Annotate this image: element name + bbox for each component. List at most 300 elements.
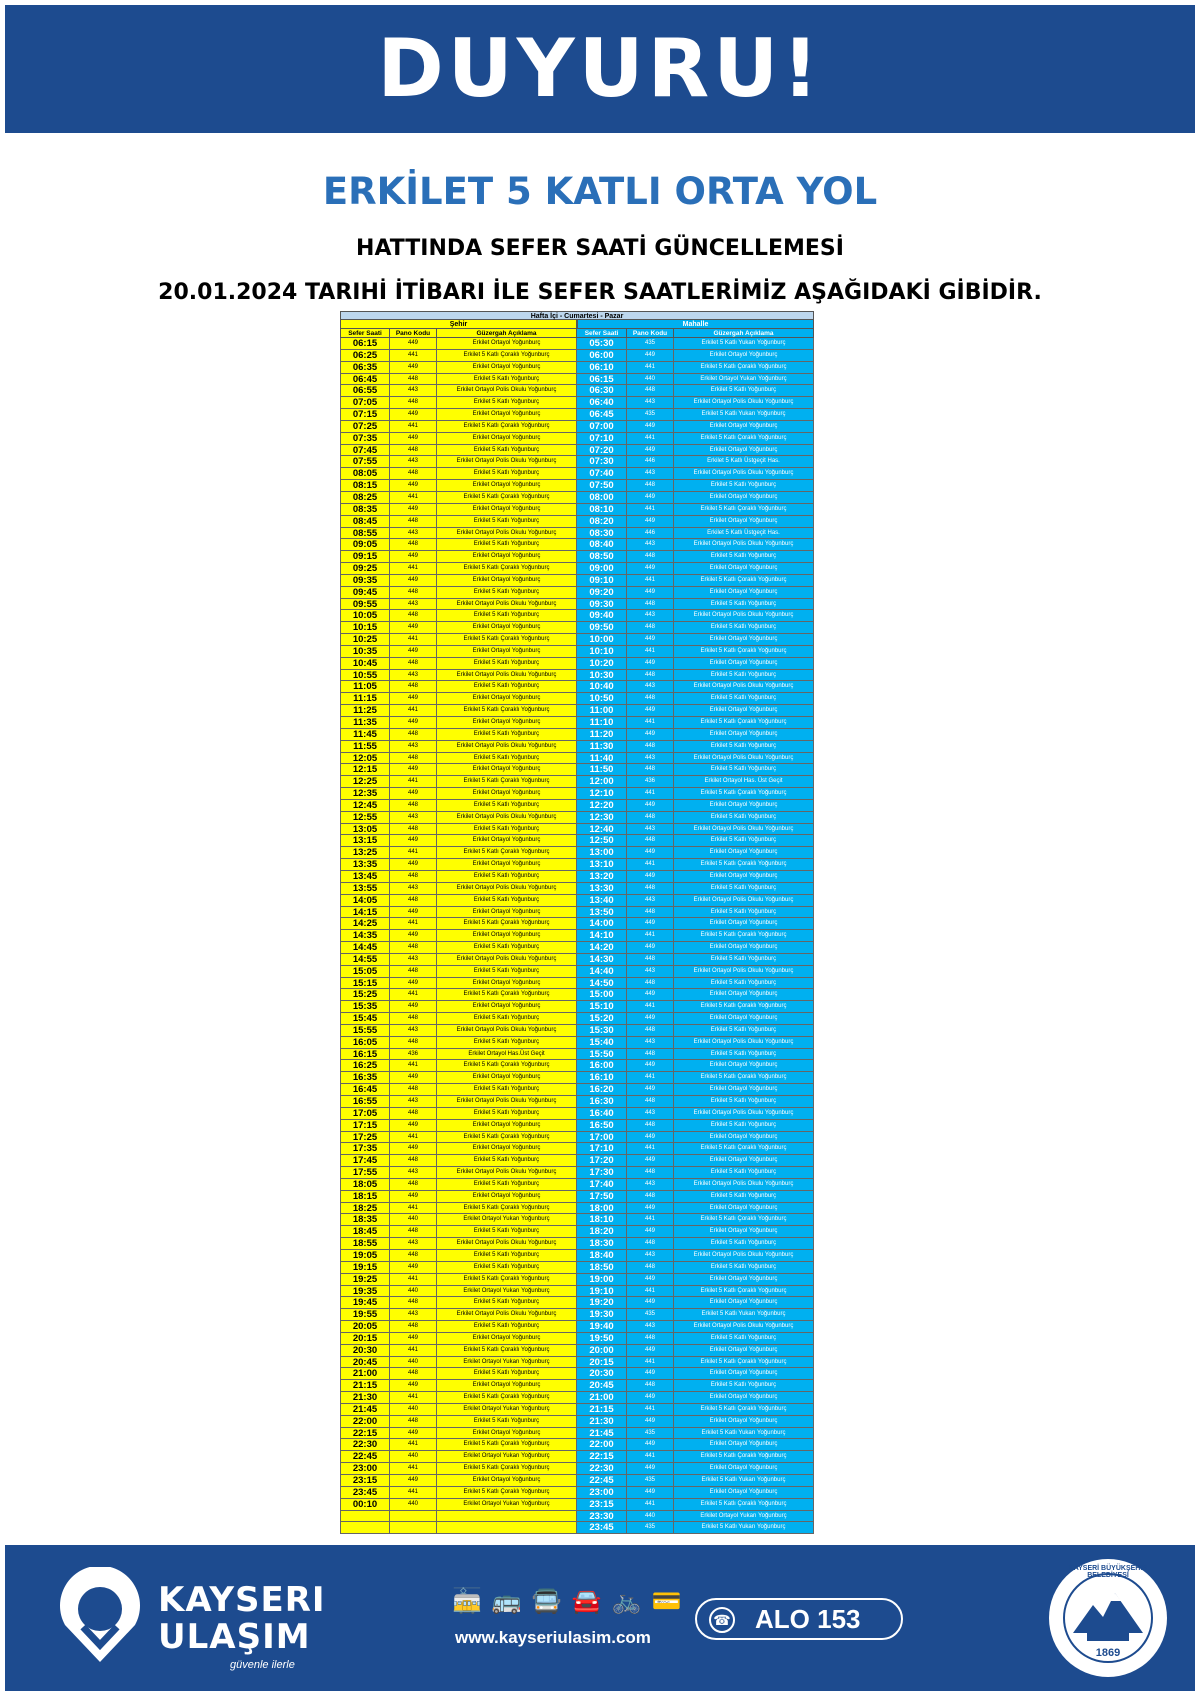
- cell-desc-sehir: Erkilet 5 Katlı Yoğunburç: [437, 468, 577, 480]
- cell-code-sehir: 441: [390, 1345, 437, 1357]
- cell-code-mahalle: 449: [627, 1226, 674, 1238]
- table-row: [340, 1013, 814, 1025]
- cell-time-sehir: 18:25: [340, 1203, 390, 1215]
- table-row: [340, 374, 814, 386]
- cell-desc-mahalle: Erkilet Ortayol Yoğunburç: [674, 563, 814, 575]
- col-header-desc-mahalle: Güzergah Açıklama: [674, 329, 814, 338]
- cell-desc-mahalle: Erkilet 5 Katlı Yukarı Yoğunburç: [674, 338, 814, 350]
- cell-time-sehir: 12:25: [340, 776, 390, 788]
- cell-code-mahalle: 448: [627, 1120, 674, 1132]
- cell-code-mahalle: 449: [627, 918, 674, 930]
- cell-time-sehir: [340, 1511, 390, 1523]
- cell-time-mahalle: 18:40: [577, 1250, 627, 1262]
- cell-time-mahalle: 18:00: [577, 1203, 627, 1215]
- cell-desc-sehir: Erkilet 5 Katlı Yoğunburç: [437, 681, 577, 693]
- cell-desc-sehir: Erkilet Ortayol Yoğunburç: [437, 1072, 577, 1084]
- cell-desc-sehir: Erkilet Ortayol Yoğunburç: [437, 409, 577, 421]
- cell-code-mahalle: 448: [627, 1380, 674, 1392]
- cell-desc-mahalle: Erkilet 5 Katlı Çoraklı Yoğunburç: [674, 859, 814, 871]
- cell-desc-sehir: Erkilet 5 Katlı Yoğunburç: [437, 1013, 577, 1025]
- cell-time-mahalle: 11:00: [577, 705, 627, 717]
- notice-text: 20.01.2024 TARIHİ İTİBARI İLE SEFER SAATLERİMİZ AŞAĞIDAKİ GİBİDİR.: [158, 280, 1042, 305]
- cell-desc-mahalle: Erkilet 5 Katlı Çoraklı Yoğunburç: [674, 1357, 814, 1369]
- cell-desc-mahalle: Erkilet 5 Katlı Çoraklı Yoğunburç: [674, 1214, 814, 1226]
- cell-time-mahalle: 15:40: [577, 1037, 627, 1049]
- cell-code-sehir: 440: [390, 1404, 437, 1416]
- cell-time-mahalle: 07:20: [577, 445, 627, 457]
- cell-desc-mahalle: Erkilet Ortayol Yoğunburç: [674, 1487, 814, 1499]
- table-row: [340, 1451, 814, 1463]
- cell-code-sehir: [390, 1511, 437, 1523]
- cell-code-mahalle: 449: [627, 1274, 674, 1286]
- cell-code-mahalle: 449: [627, 1368, 674, 1380]
- cell-code-sehir: 441: [390, 1392, 437, 1404]
- cell-desc-mahalle: Erkilet 5 Katlı Yukarı Yoğunburç: [674, 1475, 814, 1487]
- brand-line1: KAYSERI: [158, 1580, 326, 1620]
- cell-code-mahalle: 449: [627, 634, 674, 646]
- cell-code-sehir: 441: [390, 563, 437, 575]
- table-row: [340, 1404, 814, 1416]
- cell-code-mahalle: 448: [627, 1262, 674, 1274]
- cell-time-mahalle: 23:45: [577, 1522, 627, 1534]
- table-row: [340, 729, 814, 741]
- cell-desc-mahalle: Erkilet Ortayol Polis Okulu Yoğunburç: [674, 895, 814, 907]
- table-row: [340, 362, 814, 374]
- cell-time-sehir: 10:45: [340, 658, 390, 670]
- cell-desc-sehir: Erkilet Ortayol Yukarı Yoğunburç: [437, 1404, 577, 1416]
- table-row: [340, 575, 814, 587]
- cell-time-sehir: 06:55: [340, 385, 390, 397]
- cell-desc-mahalle: Erkilet 5 Katlı Çoraklı Yoğunburç: [674, 1143, 814, 1155]
- cell-desc-sehir: Erkilet Ortayol Yoğunburç: [437, 622, 577, 634]
- table-row: [340, 776, 814, 788]
- cell-desc-mahalle: Erkilet Ortayol Yoğunburç: [674, 1416, 814, 1428]
- cell-time-mahalle: 20:00: [577, 1345, 627, 1357]
- cell-desc-sehir: Erkilet 5 Katlı Çoraklı Yoğunburç: [437, 776, 577, 788]
- cell-code-sehir: 448: [390, 587, 437, 599]
- cell-desc-sehir: Erkilet 5 Katlı Yoğunburç: [437, 587, 577, 599]
- cell-code-sehir: 449: [390, 788, 437, 800]
- cell-code-mahalle: 435: [627, 1475, 674, 1487]
- cell-time-sehir: 11:35: [340, 717, 390, 729]
- cell-desc-mahalle: Erkilet 5 Katlı Yoğunburç: [674, 622, 814, 634]
- cell-code-mahalle: 443: [627, 895, 674, 907]
- cell-time-mahalle: 13:00: [577, 847, 627, 859]
- cell-desc-sehir: Erkilet 5 Katlı Çoraklı Yoğunburç: [437, 1439, 577, 1451]
- cell-code-sehir: 436: [390, 1049, 437, 1061]
- cell-time-sehir: 06:25: [340, 350, 390, 362]
- cell-time-mahalle: 08:40: [577, 539, 627, 551]
- cell-time-mahalle: 19:50: [577, 1333, 627, 1345]
- cell-desc-mahalle: Erkilet Ortayol Polis Okulu Yoğunburç: [674, 610, 814, 622]
- cell-desc-mahalle: Erkilet 5 Katlı Üstgeçit Has.: [674, 456, 814, 468]
- cell-code-mahalle: 449: [627, 705, 674, 717]
- table-row: [340, 705, 814, 717]
- cell-code-sehir: 448: [390, 1155, 437, 1167]
- cell-time-mahalle: 20:30: [577, 1368, 627, 1380]
- cell-time-mahalle: 21:00: [577, 1392, 627, 1404]
- table-row: [340, 433, 814, 445]
- cell-time-sehir: 14:55: [340, 954, 390, 966]
- cell-desc-mahalle: Erkilet Ortayol Yoğunburç: [674, 1392, 814, 1404]
- cell-desc-mahalle: Erkilet 5 Katlı Yoğunburç: [674, 1380, 814, 1392]
- cell-time-mahalle: 15:30: [577, 1025, 627, 1037]
- cell-time-sehir: 21:45: [340, 1404, 390, 1416]
- cell-time-mahalle: 17:40: [577, 1179, 627, 1191]
- hotline-badge[interactable]: [695, 1598, 903, 1640]
- cell-desc-sehir: Erkilet 5 Katlı Yoğunburç: [437, 1226, 577, 1238]
- cell-time-mahalle: 12:00: [577, 776, 627, 788]
- cell-time-mahalle: 16:40: [577, 1108, 627, 1120]
- cell-time-sehir: 18:55: [340, 1238, 390, 1250]
- cell-desc-sehir: Erkilet Ortayol Yoğunburç: [437, 835, 577, 847]
- cell-time-sehir: 08:55: [340, 528, 390, 540]
- cell-code-sehir: 443: [390, 385, 437, 397]
- cell-time-mahalle: 06:10: [577, 362, 627, 374]
- cell-code-mahalle: 435: [627, 1428, 674, 1440]
- cell-time-sehir: 20:05: [340, 1321, 390, 1333]
- cell-code-mahalle: 443: [627, 610, 674, 622]
- phone-icon: ☎: [709, 1607, 735, 1633]
- col-header-desc-sehir: Güzergah Açıklama: [437, 329, 577, 338]
- table-row: [340, 1274, 814, 1286]
- table-row: [340, 812, 814, 824]
- parking-car-icon: 🚘: [571, 1588, 602, 1615]
- cell-code-sehir: 448: [390, 1179, 437, 1191]
- cell-desc-mahalle: Erkilet 5 Katlı Yoğunburç: [674, 385, 814, 397]
- cell-time-mahalle: 16:20: [577, 1084, 627, 1096]
- cell-time-mahalle: 09:30: [577, 599, 627, 611]
- cell-code-sehir: 441: [390, 918, 437, 930]
- cell-code-sehir: 448: [390, 539, 437, 551]
- cell-desc-sehir: Erkilet 5 Katlı Çoraklı Yoğunburç: [437, 847, 577, 859]
- cell-time-sehir: 13:55: [340, 883, 390, 895]
- cell-time-mahalle: 14:20: [577, 942, 627, 954]
- cell-time-mahalle: 16:10: [577, 1072, 627, 1084]
- table-row: [340, 1357, 814, 1369]
- column-header-row: [340, 329, 814, 338]
- cell-desc-sehir: Erkilet 5 Katlı Çoraklı Yoğunburç: [437, 563, 577, 575]
- cell-time-sehir: 17:15: [340, 1120, 390, 1132]
- cell-desc-sehir: Erkilet 5 Katlı Yoğunburç: [437, 1297, 577, 1309]
- cell-desc-mahalle: Erkilet 5 Katlı Yukarı Yoğunburç: [674, 409, 814, 421]
- cell-time-mahalle: 11:20: [577, 729, 627, 741]
- cell-desc-mahalle: Erkilet 5 Katlı Yoğunburç: [674, 1262, 814, 1274]
- cell-desc-mahalle: Erkilet Ortayol Polis Okulu Yoğunburç: [674, 397, 814, 409]
- cell-time-sehir: 19:05: [340, 1250, 390, 1262]
- cell-desc-sehir: Erkilet Ortayol Yukarı Yoğunburç: [437, 1499, 577, 1511]
- cell-time-sehir: 06:45: [340, 374, 390, 386]
- cell-time-mahalle: 19:00: [577, 1274, 627, 1286]
- cell-code-sehir: 441: [390, 1060, 437, 1072]
- cell-code-sehir: 443: [390, 456, 437, 468]
- cell-code-sehir: 449: [390, 978, 437, 990]
- cell-code-sehir: 448: [390, 729, 437, 741]
- cell-desc-sehir: Erkilet 5 Katlı Yoğunburç: [437, 729, 577, 741]
- cell-desc-mahalle: Erkilet 5 Katlı Yoğunburç: [674, 1167, 814, 1179]
- cell-desc-sehir: Erkilet Ortayol Yoğunburç: [437, 362, 577, 374]
- cell-desc-sehir: Erkilet 5 Katlı Yoğunburç: [437, 610, 577, 622]
- cell-code-sehir: 441: [390, 350, 437, 362]
- cell-time-sehir: 18:05: [340, 1179, 390, 1191]
- cell-desc-mahalle: Erkilet 5 Katlı Yoğunburç: [674, 551, 814, 563]
- cell-time-mahalle: 09:10: [577, 575, 627, 587]
- cell-desc-sehir: Erkilet Ortayol Yoğunburç: [437, 764, 577, 776]
- cell-desc-mahalle: Erkilet Ortayol Yoğunburç: [674, 989, 814, 1001]
- cell-code-sehir: 449: [390, 551, 437, 563]
- cell-desc-mahalle: Erkilet Ortayol Yoğunburç: [674, 1368, 814, 1380]
- cell-time-sehir: 15:05: [340, 966, 390, 978]
- cell-code-mahalle: 448: [627, 693, 674, 705]
- schedule-table: [340, 311, 814, 1534]
- cell-time-mahalle: 21:15: [577, 1404, 627, 1416]
- cell-code-sehir: 448: [390, 800, 437, 812]
- table-row: [340, 350, 814, 362]
- cell-time-mahalle: 18:20: [577, 1226, 627, 1238]
- cell-time-mahalle: 13:30: [577, 883, 627, 895]
- cell-time-mahalle: 23:00: [577, 1487, 627, 1499]
- cell-code-sehir: 443: [390, 741, 437, 753]
- cell-code-sehir: 448: [390, 1226, 437, 1238]
- cell-time-mahalle: 07:30: [577, 456, 627, 468]
- cell-desc-sehir: Erkilet 5 Katlı Yoğunburç: [437, 1416, 577, 1428]
- table-row: [340, 1191, 814, 1203]
- cell-code-mahalle: 449: [627, 1297, 674, 1309]
- cell-code-sehir: 449: [390, 1380, 437, 1392]
- cell-code-sehir: 449: [390, 622, 437, 634]
- cell-desc-sehir: Erkilet 5 Katlı Yoğunburç: [437, 1262, 577, 1274]
- cell-time-sehir: 10:05: [340, 610, 390, 622]
- cell-code-sehir: 448: [390, 397, 437, 409]
- cell-desc-mahalle: Erkilet 5 Katlı Yukarı Yoğunburç: [674, 1428, 814, 1440]
- cell-code-sehir: 441: [390, 634, 437, 646]
- cell-code-mahalle: 443: [627, 1037, 674, 1049]
- cell-time-mahalle: 11:40: [577, 753, 627, 765]
- cell-code-sehir: 449: [390, 504, 437, 516]
- cell-code-mahalle: 441: [627, 1001, 674, 1013]
- cell-desc-mahalle: Erkilet 5 Katlı Yoğunburç: [674, 978, 814, 990]
- cell-desc-mahalle: Erkilet Ortayol Polis Okulu Yoğunburç: [674, 824, 814, 836]
- cell-desc-sehir: Erkilet Ortayol Polis Okulu Yoğunburç: [437, 1025, 577, 1037]
- cell-code-sehir: 449: [390, 1001, 437, 1013]
- table-row: [340, 1511, 814, 1523]
- cell-code-mahalle: 449: [627, 942, 674, 954]
- cell-time-mahalle: 17:20: [577, 1155, 627, 1167]
- cell-time-mahalle: 15:50: [577, 1049, 627, 1061]
- table-row: [340, 1108, 814, 1120]
- cell-time-sehir: 17:35: [340, 1143, 390, 1155]
- cell-desc-sehir: Erkilet Ortayol Polis Okulu Yoğunburç: [437, 741, 577, 753]
- cell-time-mahalle: 13:20: [577, 871, 627, 883]
- cell-desc-sehir: Erkilet Ortayol Yoğunburç: [437, 575, 577, 587]
- cell-time-sehir: 12:55: [340, 812, 390, 824]
- table-row: [340, 397, 814, 409]
- cell-time-mahalle: 13:40: [577, 895, 627, 907]
- cell-desc-mahalle: Erkilet 5 Katlı Yoğunburç: [674, 1191, 814, 1203]
- col-header-code-mahalle: Pano Kodu: [627, 329, 674, 338]
- cell-code-sehir: 449: [390, 575, 437, 587]
- cell-code-sehir: 449: [390, 859, 437, 871]
- cell-time-sehir: 09:25: [340, 563, 390, 575]
- cell-desc-mahalle: Erkilet Ortayol Has. Üst Geçit: [674, 776, 814, 788]
- table-row: [340, 1309, 814, 1321]
- cell-time-sehir: 14:35: [340, 930, 390, 942]
- cell-time-sehir: 14:45: [340, 942, 390, 954]
- cell-code-mahalle: 448: [627, 1096, 674, 1108]
- table-row: [340, 516, 814, 528]
- cell-desc-sehir: Erkilet 5 Katlı Çoraklı Yoğunburç: [437, 350, 577, 362]
- cell-desc-sehir: Erkilet 5 Katlı Yoğunburç: [437, 1179, 577, 1191]
- cell-time-sehir: 15:35: [340, 1001, 390, 1013]
- cell-code-mahalle: 448: [627, 1049, 674, 1061]
- cell-code-mahalle: 443: [627, 753, 674, 765]
- cell-desc-sehir: Erkilet 5 Katlı Yoğunburç: [437, 539, 577, 551]
- cell-code-sehir: 441: [390, 421, 437, 433]
- cell-time-mahalle: 22:00: [577, 1439, 627, 1451]
- col-header-time-sehir: Sefer Saati: [340, 329, 390, 338]
- cell-desc-sehir: Erkilet Ortayol Yoğunburç: [437, 1143, 577, 1155]
- cell-time-sehir: [340, 1522, 390, 1534]
- cell-desc-mahalle: Erkilet 5 Katlı Çoraklı Yoğunburç: [674, 788, 814, 800]
- cell-code-sehir: 443: [390, 528, 437, 540]
- cell-code-mahalle: 448: [627, 622, 674, 634]
- cell-time-sehir: 09:15: [340, 551, 390, 563]
- cell-code-mahalle: 435: [627, 409, 674, 421]
- table-row: [340, 1499, 814, 1511]
- cell-time-sehir: 17:45: [340, 1155, 390, 1167]
- cell-code-sehir: 448: [390, 658, 437, 670]
- cell-desc-sehir: Erkilet 5 Katlı Çoraklı Yoğunburç: [437, 1132, 577, 1144]
- cell-code-mahalle: 448: [627, 385, 674, 397]
- bus-front-icon: 🚍: [531, 1588, 562, 1615]
- cell-desc-mahalle: Erkilet 5 Katlı Yoğunburç: [674, 670, 814, 682]
- cell-code-mahalle: 449: [627, 350, 674, 362]
- cell-desc-sehir: Erkilet 5 Katlı Yoğunburç: [437, 1368, 577, 1380]
- cell-time-sehir: 22:45: [340, 1451, 390, 1463]
- cell-desc-sehir: Erkilet 5 Katlı Yoğunburç: [437, 753, 577, 765]
- cell-time-mahalle: 12:30: [577, 812, 627, 824]
- cell-desc-mahalle: Erkilet 5 Katlı Yoğunburç: [674, 1238, 814, 1250]
- cell-time-sehir: 17:55: [340, 1167, 390, 1179]
- cell-desc-mahalle: Erkilet 5 Katlı Yoğunburç: [674, 812, 814, 824]
- cell-desc-mahalle: Erkilet 5 Katlı Yoğunburç: [674, 1049, 814, 1061]
- cell-code-mahalle: 449: [627, 1439, 674, 1451]
- cell-time-mahalle: 08:10: [577, 504, 627, 516]
- cell-time-sehir: 13:15: [340, 835, 390, 847]
- table-row: [340, 1439, 814, 1451]
- cell-code-sehir: 448: [390, 1108, 437, 1120]
- cell-time-sehir: 20:15: [340, 1333, 390, 1345]
- cell-time-mahalle: 06:00: [577, 350, 627, 362]
- cell-time-mahalle: 14:40: [577, 966, 627, 978]
- cell-time-sehir: 07:25: [340, 421, 390, 433]
- cell-desc-mahalle: Erkilet Ortayol Yoğunburç: [674, 871, 814, 883]
- table-row: [340, 966, 814, 978]
- municipality-seal: [1049, 1559, 1167, 1677]
- cell-time-mahalle: 16:30: [577, 1096, 627, 1108]
- cell-time-sehir: 22:30: [340, 1439, 390, 1451]
- cell-code-mahalle: 449: [627, 989, 674, 1001]
- cell-time-mahalle: 17:50: [577, 1191, 627, 1203]
- cell-code-mahalle: 449: [627, 1416, 674, 1428]
- cell-desc-sehir: Erkilet 5 Katlı Çoraklı Yoğunburç: [437, 1060, 577, 1072]
- cell-desc-mahalle: Erkilet Ortayol Yoğunburç: [674, 658, 814, 670]
- cell-desc-mahalle: Erkilet Ortayol Yoğunburç: [674, 587, 814, 599]
- cell-time-mahalle: 14:50: [577, 978, 627, 990]
- cell-code-mahalle: 449: [627, 587, 674, 599]
- table-row: [340, 1416, 814, 1428]
- table-row: [340, 835, 814, 847]
- cell-time-sehir: 06:35: [340, 362, 390, 374]
- table-row: [340, 871, 814, 883]
- cell-time-sehir: 13:05: [340, 824, 390, 836]
- cell-code-sehir: 441: [390, 989, 437, 1001]
- cell-code-mahalle: 449: [627, 1463, 674, 1475]
- cell-time-mahalle: 07:00: [577, 421, 627, 433]
- cell-desc-mahalle: Erkilet Ortayol Yoğunburç: [674, 634, 814, 646]
- cell-time-mahalle: 09:50: [577, 622, 627, 634]
- cell-desc-sehir: Erkilet 5 Katlı Çoraklı Yoğunburç: [437, 492, 577, 504]
- table-row: [340, 1333, 814, 1345]
- cell-code-mahalle: 441: [627, 362, 674, 374]
- cell-desc-sehir: Erkilet Ortayol Yoğunburç: [437, 504, 577, 516]
- cell-desc-sehir: Erkilet Ortayol Polis Okulu Yoğunburç: [437, 528, 577, 540]
- cell-code-mahalle: 436: [627, 776, 674, 788]
- cell-code-sehir: 449: [390, 362, 437, 374]
- table-row: [340, 587, 814, 599]
- cell-desc-mahalle: Erkilet 5 Katlı Çoraklı Yoğunburç: [674, 1451, 814, 1463]
- cell-desc-mahalle: Erkilet Ortayol Yoğunburç: [674, 516, 814, 528]
- cell-desc-sehir: Erkilet 5 Katlı Yoğunburç: [437, 658, 577, 670]
- cell-desc-sehir: Erkilet Ortayol Yoğunburç: [437, 1428, 577, 1440]
- cell-time-sehir: 08:45: [340, 516, 390, 528]
- cell-code-sehir: 448: [390, 871, 437, 883]
- cell-code-mahalle: 448: [627, 480, 674, 492]
- table-row: [340, 1084, 814, 1096]
- cell-time-mahalle: 08:30: [577, 528, 627, 540]
- cell-desc-mahalle: Erkilet Ortayol Polis Okulu Yoğunburç: [674, 1108, 814, 1120]
- cell-time-sehir: 15:55: [340, 1025, 390, 1037]
- cell-desc-mahalle: Erkilet Ortayol Yoğunburç: [674, 1226, 814, 1238]
- cell-desc-mahalle: Erkilet Ortayol Polis Okulu Yoğunburç: [674, 966, 814, 978]
- cell-time-sehir: 14:25: [340, 918, 390, 930]
- table-row: [340, 1060, 814, 1072]
- table-row: [340, 1226, 814, 1238]
- cell-time-mahalle: 19:10: [577, 1286, 627, 1298]
- cell-code-mahalle: 448: [627, 1167, 674, 1179]
- cell-desc-mahalle: Erkilet 5 Katlı Çoraklı Yoğunburç: [674, 504, 814, 516]
- cell-time-sehir: 11:45: [340, 729, 390, 741]
- cell-time-mahalle: 08:50: [577, 551, 627, 563]
- cell-desc-sehir: Erkilet Ortayol Has.Üst Geçit: [437, 1049, 577, 1061]
- cell-time-mahalle: 15:20: [577, 1013, 627, 1025]
- website-link[interactable]: www.kayseriulasim.com: [455, 1628, 651, 1647]
- cell-time-mahalle: 10:10: [577, 646, 627, 658]
- cell-desc-sehir: Erkilet 5 Katlı Yoğunburç: [437, 445, 577, 457]
- cell-time-mahalle: 12:20: [577, 800, 627, 812]
- cell-desc-mahalle: Erkilet Ortayol Yoğunburç: [674, 1203, 814, 1215]
- cell-code-mahalle: 443: [627, 966, 674, 978]
- cell-time-mahalle: 17:30: [577, 1167, 627, 1179]
- cell-time-mahalle: 07:50: [577, 480, 627, 492]
- table-row: [340, 504, 814, 516]
- cell-desc-sehir: Erkilet 5 Katlı Çoraklı Yoğunburç: [437, 989, 577, 1001]
- table-row: [340, 421, 814, 433]
- cell-desc-sehir: Erkilet Ortayol Polis Okulu Yoğunburç: [437, 670, 577, 682]
- cell-code-mahalle: 449: [627, 421, 674, 433]
- cell-time-mahalle: 06:30: [577, 385, 627, 397]
- seal-year: 1869: [1095, 1647, 1121, 1659]
